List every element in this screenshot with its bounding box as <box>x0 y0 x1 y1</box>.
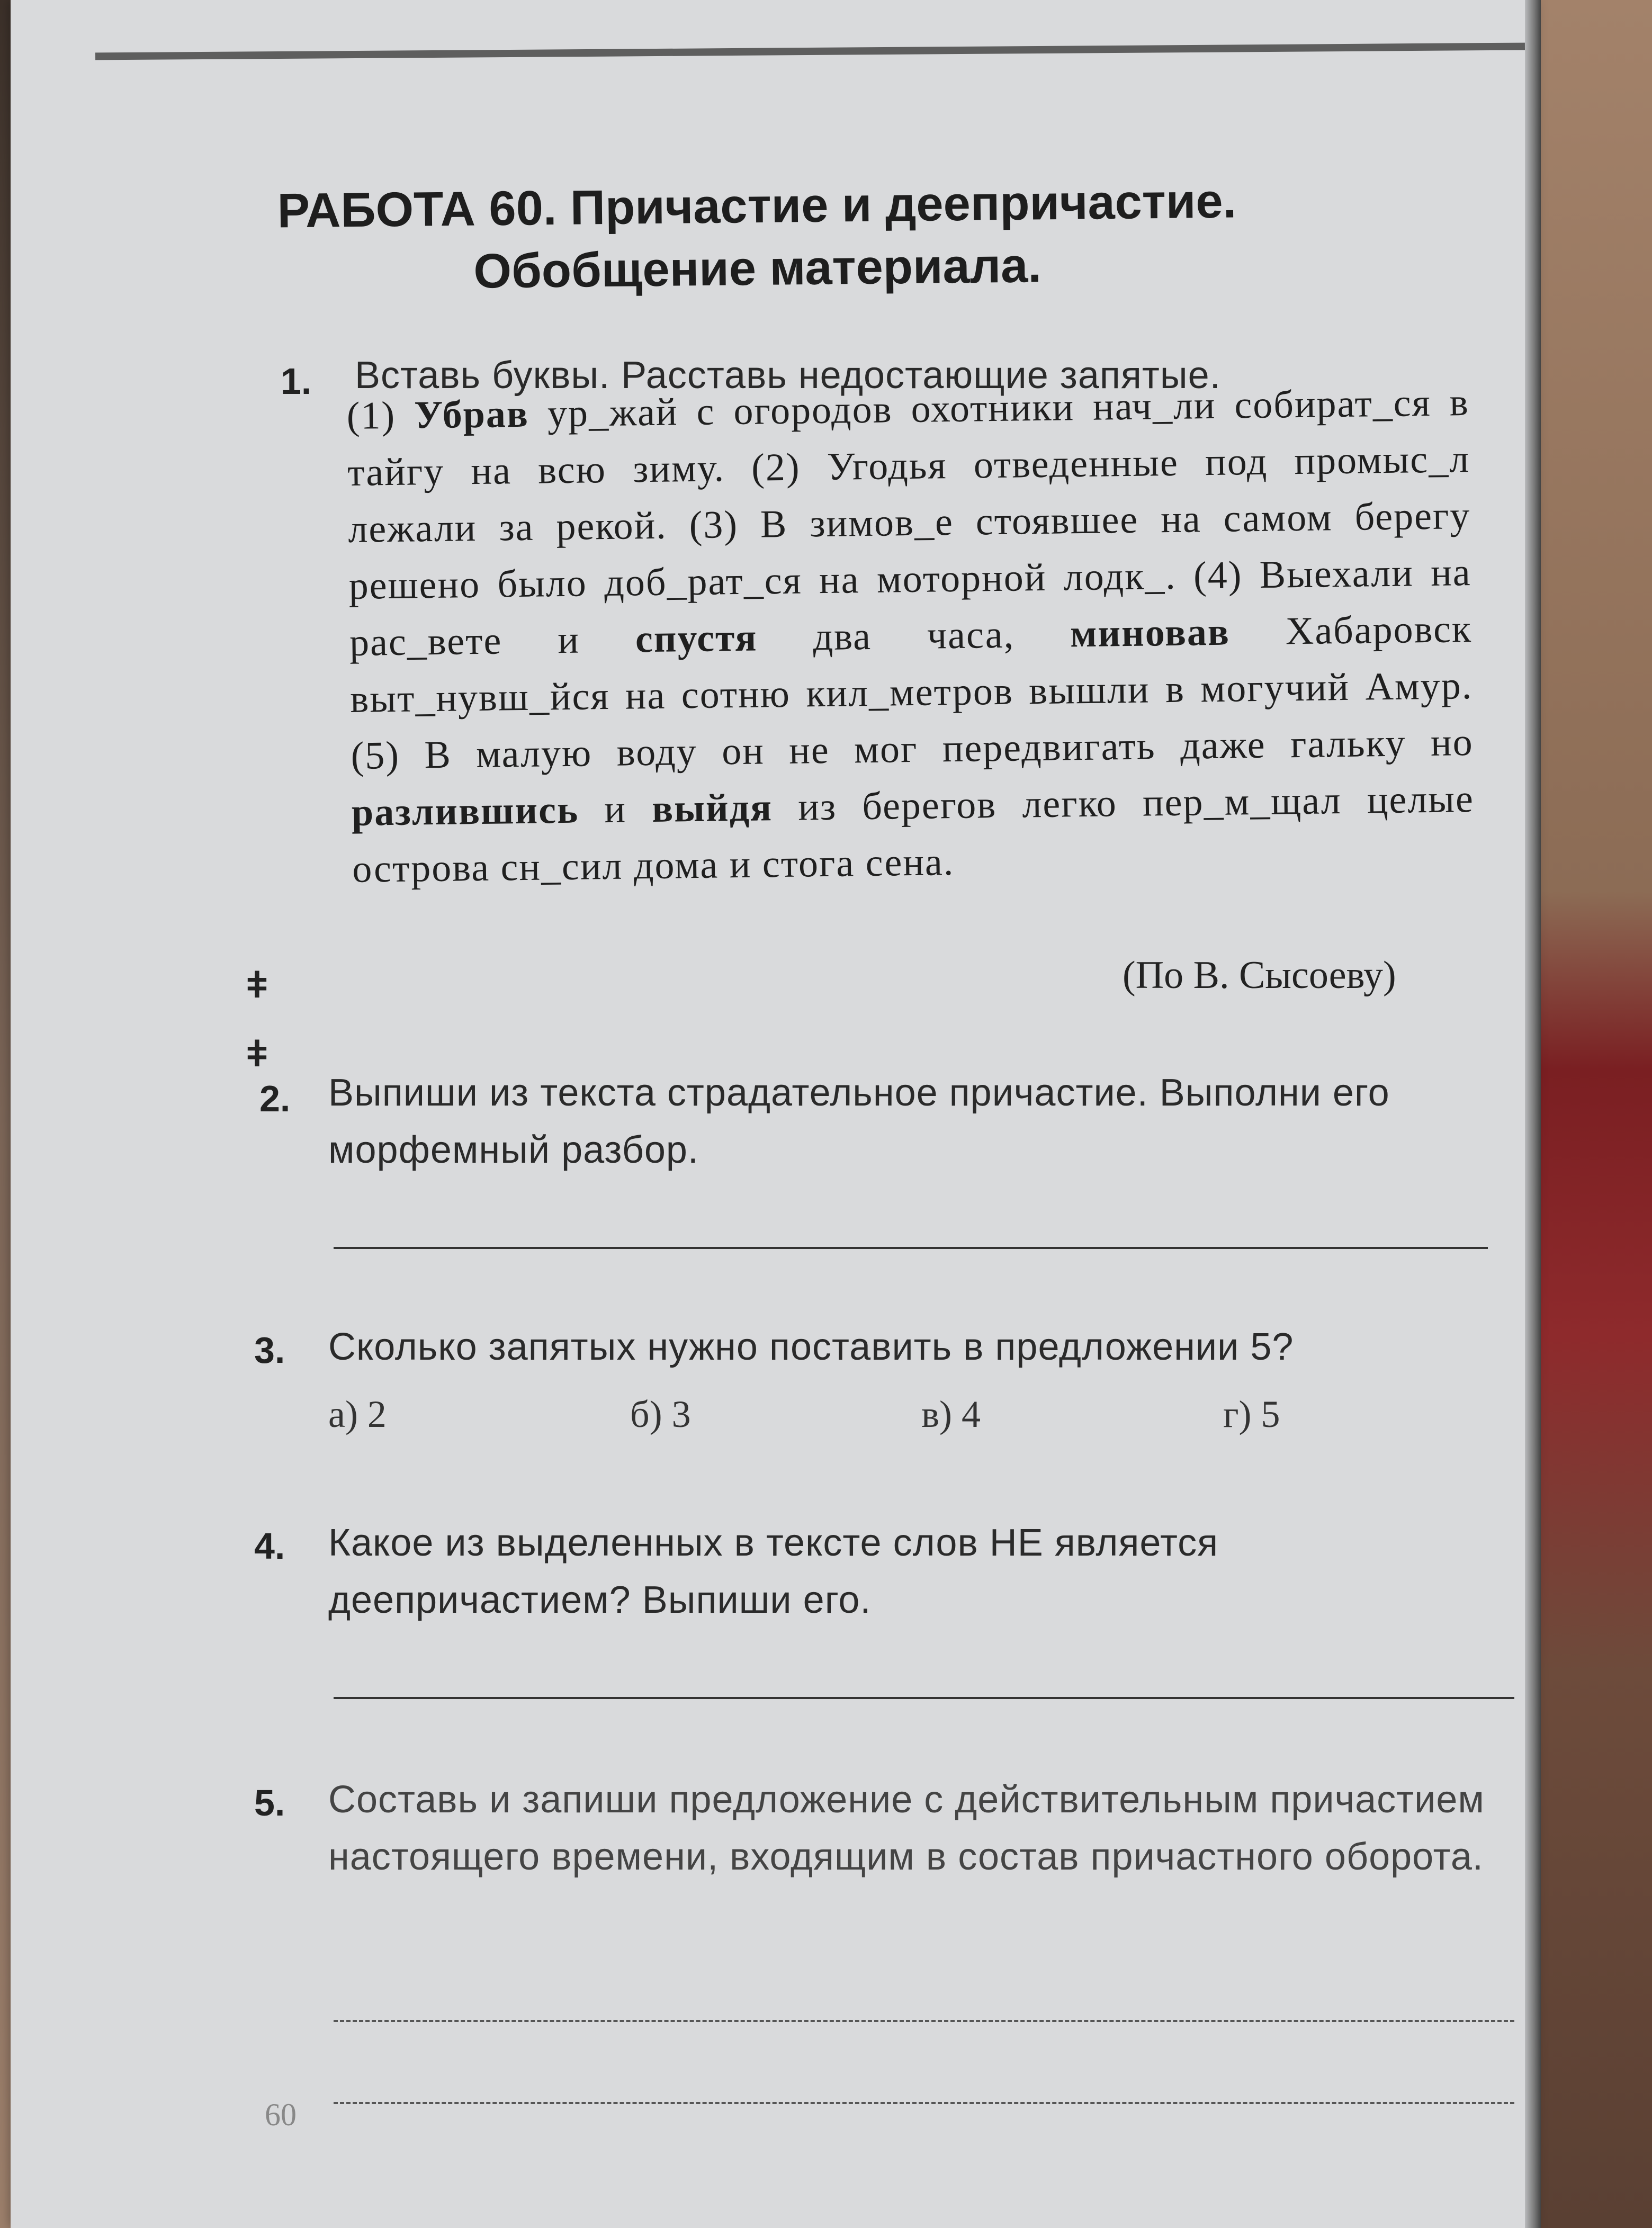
highlighted-word: разлившись <box>351 788 579 834</box>
task-3-number: 3. <box>254 1329 285 1371</box>
worksheet-page <box>11 0 1536 2228</box>
margin-mark: ǂ <box>246 964 268 1005</box>
title-line-1: РАБОТА 60. Причастие и деепричастие. <box>277 174 1237 238</box>
task-2-text: Выпиши из текста страдательное причастие. Выполни его морфемный разбор. <box>328 1072 1390 1171</box>
task-5-text: Составь и запиши предложение с действительным причастием настоящего времени, входящим в состав причастного оборота. <box>328 1778 1485 1878</box>
task-4-text: Какое из выделенных в тексте слов НЕ является деепричастием? Выпиши его. <box>328 1522 1219 1621</box>
task-2-number: 2. <box>259 1078 291 1119</box>
task-5-number: 5. <box>254 1782 285 1823</box>
highlighted-word: выйдя <box>651 786 773 831</box>
highlighted-word: миновав <box>1070 610 1231 656</box>
option-b[interactable]: б) 3 <box>630 1393 691 1435</box>
passage-part: два часа, <box>757 612 1071 660</box>
task-1-text: Вставь буквы. Расставь недостающие запятые. <box>355 354 1221 397</box>
passage-part: Хабаровск выт_нувш_йся на сотню кил_метров вышли в могучий Амур. (5) В малую воду он не мог передвигать даже гальку но <box>349 607 1474 778</box>
highlighted-word: спустя <box>635 616 758 661</box>
option-c[interactable]: в) 4 <box>921 1393 981 1435</box>
task-2-answer-line[interactable] <box>334 1247 1488 1249</box>
passage-part: ур_жай с огородов охотники нач_ли собират_ся в тайгу на всю зиму. (2) Угодья отведенные под промыс_л лежали за рекой. (3) В зимов_е стоявшее на самом берегу решено было доб_рат_ся на моторной лодк_. (4) Выехали на рас_вете и <box>347 381 1472 664</box>
task-4-answer-line[interactable] <box>334 1697 1514 1699</box>
option-d[interactable]: г) 5 <box>1223 1393 1280 1435</box>
page-number: 60 <box>265 2097 297 2132</box>
passage-part: и <box>578 787 652 832</box>
margin-mark: ǂ <box>246 1033 268 1074</box>
title-line-2: Обобщение материала. <box>473 238 1042 299</box>
page-title <box>201 169 1314 306</box>
top-rule <box>95 43 1525 60</box>
highlighted-word: Убрав <box>414 392 529 437</box>
page-edge <box>1525 0 1541 2228</box>
task-5-answer-line[interactable] <box>334 2102 1514 2104</box>
option-a[interactable]: а) 2 <box>328 1393 387 1435</box>
task-5-answer-line[interactable] <box>334 2020 1514 2022</box>
passage-part: (1) <box>346 393 415 438</box>
task-1-number: 1. <box>281 361 312 402</box>
passage-part: из берегов легко пер_м_щал целые острова сн_сил дома и стога сена. <box>352 777 1475 891</box>
passage <box>346 374 1475 898</box>
task-4-number: 4. <box>254 1525 285 1567</box>
author-credit: (По В. Сысоеву) <box>1123 954 1396 997</box>
task-3-text: Сколько запятых нужно поставить в предложении 5? <box>328 1326 1294 1368</box>
